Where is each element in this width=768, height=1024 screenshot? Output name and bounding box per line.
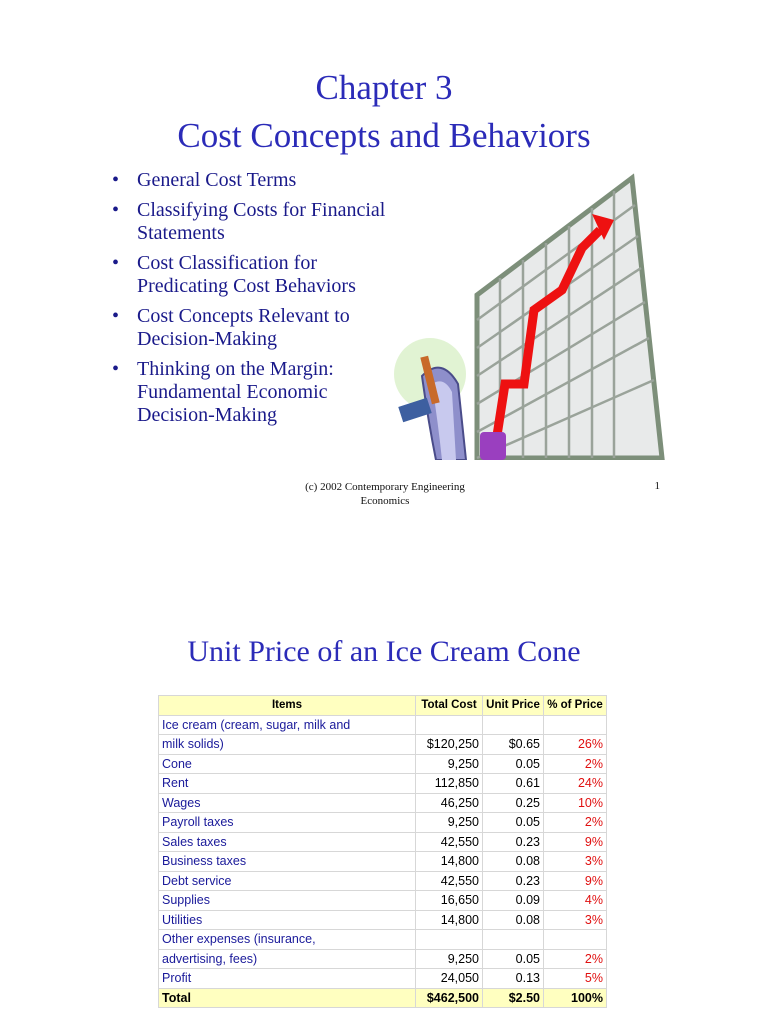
cell-percent: 2% [544,813,607,833]
cell-total-cost: 14,800 [416,852,483,872]
table-body [159,715,607,1008]
cell-percent: 26% [544,735,607,755]
table-row [159,715,607,735]
topic-list [112,169,402,434]
table-row [159,832,607,852]
cell-percent: 9% [544,832,607,852]
chapter-subtitle: Cost Concepts and Behaviors [177,116,591,155]
cell-total-cost: 42,550 [416,832,483,852]
table-row [159,930,607,950]
cell-unit-price: $2.50 [483,988,544,1008]
cell-percent: 5% [544,969,607,989]
cell-unit-price: 0.05 [483,813,544,833]
table-row [159,852,607,872]
table-row [159,793,607,813]
cell-item: Sales taxes [159,832,416,852]
cell-item: Business taxes [159,852,416,872]
cell-unit-price: 0.05 [483,949,544,969]
cell-total-cost: $462,500 [416,988,483,1008]
cell-total-cost: 24,050 [416,969,483,989]
cell-total-cost: 9,250 [416,813,483,833]
cell-total-cost [416,930,483,950]
header-total-cost: Total Cost [416,696,483,716]
cell-percent: 2% [544,754,607,774]
table-row [159,735,607,755]
slide-2 [0,560,768,1024]
cell-unit-price: 0.23 [483,832,544,852]
page-number: 1 [654,480,660,492]
cell-total-cost: 16,650 [416,891,483,911]
table-total-row [159,988,607,1008]
cell-unit-price: 0.23 [483,871,544,891]
topic-item: • Cost Classification for Predicating Cost Behaviors [112,252,402,298]
slide-2-title: Unit Price of an Ice Cream Cone [187,635,581,668]
cell-item: Ice cream (cream, sugar, milk and [159,715,416,735]
cell-percent: 9% [544,871,607,891]
table-row [159,969,607,989]
table-row [159,891,607,911]
cell-unit-price: 0.08 [483,852,544,872]
cell-total-cost [416,715,483,735]
cell-total-cost: 9,250 [416,949,483,969]
cell-unit-price: 0.61 [483,774,544,794]
cell-item: Debt service [159,871,416,891]
cell-percent: 10% [544,793,607,813]
table-row [159,774,607,794]
cell-percent [544,715,607,735]
cell-unit-price: 0.09 [483,891,544,911]
cell-item: Rent [159,774,416,794]
cell-item: Other expenses (insurance, [159,930,416,950]
cell-item: Utilities [159,910,416,930]
cell-unit-price: 0.13 [483,969,544,989]
cell-unit-price: $0.65 [483,735,544,755]
table-row [159,813,607,833]
chapter-heading: Chapter 3 [315,68,453,107]
table-row [159,871,607,891]
footer-copyright-cont: Economics [360,495,410,507]
cell-unit-price: 0.25 [483,793,544,813]
cost-table [158,695,607,1008]
cell-item: advertising, fees) [159,949,416,969]
slide-1-title [0,64,768,160]
cell-item: Total [159,988,416,1008]
cell-item: Cone [159,754,416,774]
header-items: Items [159,696,416,716]
table-row [159,910,607,930]
cell-total-cost: 42,550 [416,871,483,891]
cell-total-cost: 112,850 [416,774,483,794]
cell-percent [544,930,607,950]
footer-copyright: (c) 2002 Contemporary Engineering [305,481,465,493]
topic-item: • Classifying Costs for Financial Statements [112,199,402,245]
cell-item: Supplies [159,891,416,911]
slide-1-footer [270,480,500,508]
topic-item: • Thinking on the Margin: Fundamental Economic Decision-Making [112,358,402,427]
cell-percent: 100% [544,988,607,1008]
cell-total-cost: $120,250 [416,735,483,755]
cell-item: Payroll taxes [159,813,416,833]
cell-unit-price [483,930,544,950]
growth-chart-icon [392,170,668,460]
topic-item: • Cost Concepts Relevant to Decision-Making [112,305,402,351]
topic-item: • General Cost Terms [112,169,402,192]
cell-unit-price: 0.05 [483,754,544,774]
cell-item: Wages [159,793,416,813]
header-unit-price: Unit Price [483,696,544,716]
cell-total-cost: 46,250 [416,793,483,813]
table-row [159,754,607,774]
cell-percent: 3% [544,910,607,930]
cell-percent: 24% [544,774,607,794]
table-header-row [159,696,607,716]
cell-total-cost: 14,800 [416,910,483,930]
cell-total-cost: 9,250 [416,754,483,774]
cell-item: milk solids) [159,735,416,755]
cell-percent: 3% [544,852,607,872]
cell-item: Profit [159,969,416,989]
cell-unit-price [483,715,544,735]
header-percent-of-price: % of Price [544,696,607,716]
cell-percent: 4% [544,891,607,911]
cell-percent: 2% [544,949,607,969]
table-row [159,949,607,969]
cell-unit-price: 0.08 [483,910,544,930]
